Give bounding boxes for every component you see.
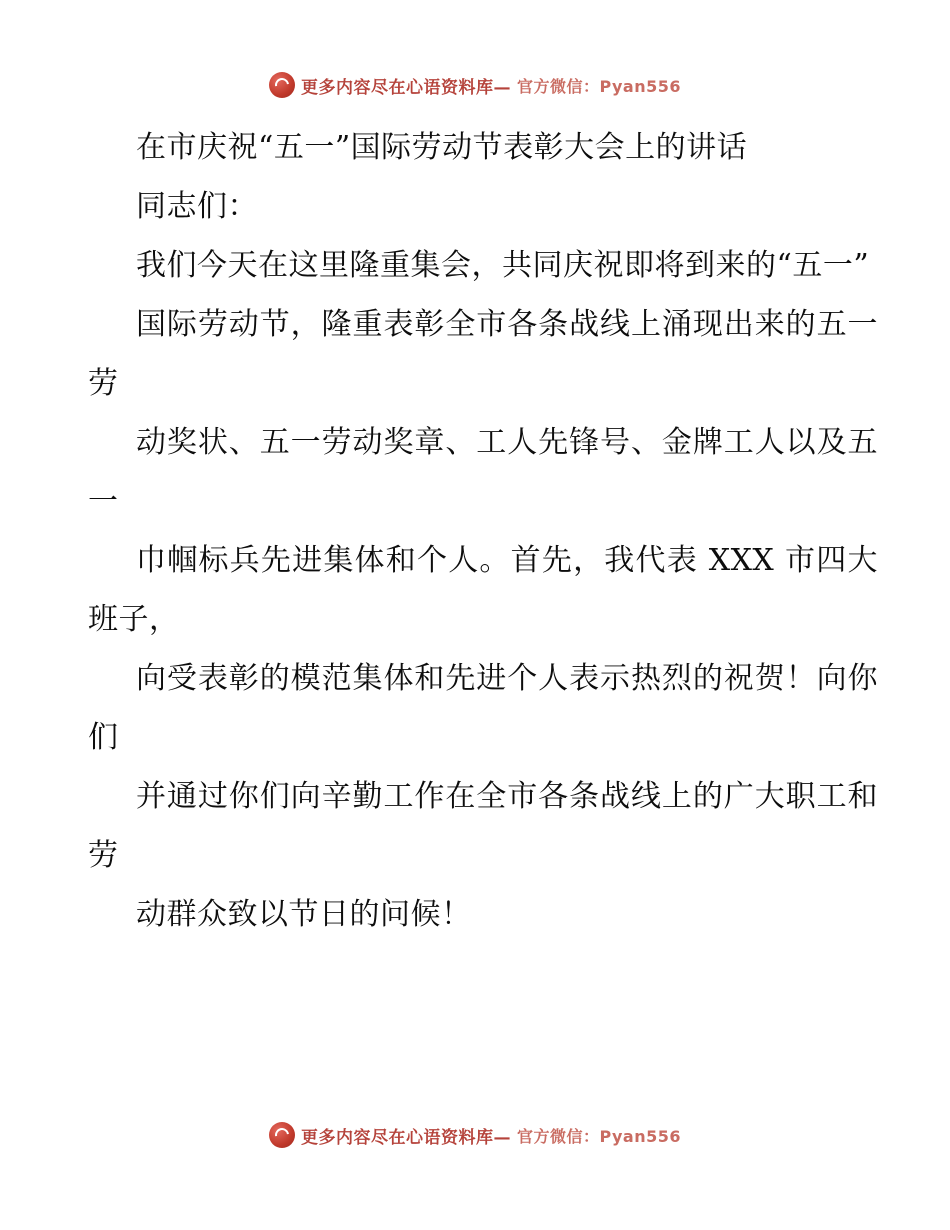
paragraph-4: 国际劳动节，隆重表彰全市各条战线上涌现出来的五一劳	[88, 307, 878, 401]
circle-swirl-logo-icon	[269, 72, 295, 98]
paragraph-6: 巾帼标兵先进集体和个人。首先，我代表 XXX 市四大班子，	[88, 543, 878, 637]
watermark-bottom	[0, 1122, 950, 1148]
paragraph-3: 我们今天在这里隆重集会，共同庆祝即将到来的“五一”	[136, 248, 870, 283]
watermark-main-text: 更多内容尽在心语资料库—	[300, 1127, 511, 1148]
watermark-sub-text: 官方微信：Pyan556	[516, 76, 682, 96]
paragraph-9: 动群众致以节日的问候！	[136, 897, 472, 932]
paragraph-8: 并通过你们向辛勤工作在全市各条战线上的广大职工和劳	[88, 779, 878, 873]
paragraph-salutation: 同志们：	[136, 189, 258, 224]
watermark-top	[0, 72, 950, 98]
circle-swirl-logo-icon	[269, 1122, 295, 1148]
document-text-body	[88, 118, 878, 944]
paragraph-title: 在市庆祝“五一”国际劳动节表彰大会上的讲话	[136, 130, 748, 165]
watermark-sub-text: 官方微信：Pyan556	[516, 1126, 682, 1146]
watermark-main-text: 更多内容尽在心语资料库—	[300, 77, 511, 98]
paragraph-7: 向受表彰的模范集体和先进个人表示热烈的祝贺！向你们	[88, 661, 878, 755]
paragraph-5: 动奖状、五一劳动奖章、工人先锋号、金牌工人以及五一	[88, 425, 878, 519]
